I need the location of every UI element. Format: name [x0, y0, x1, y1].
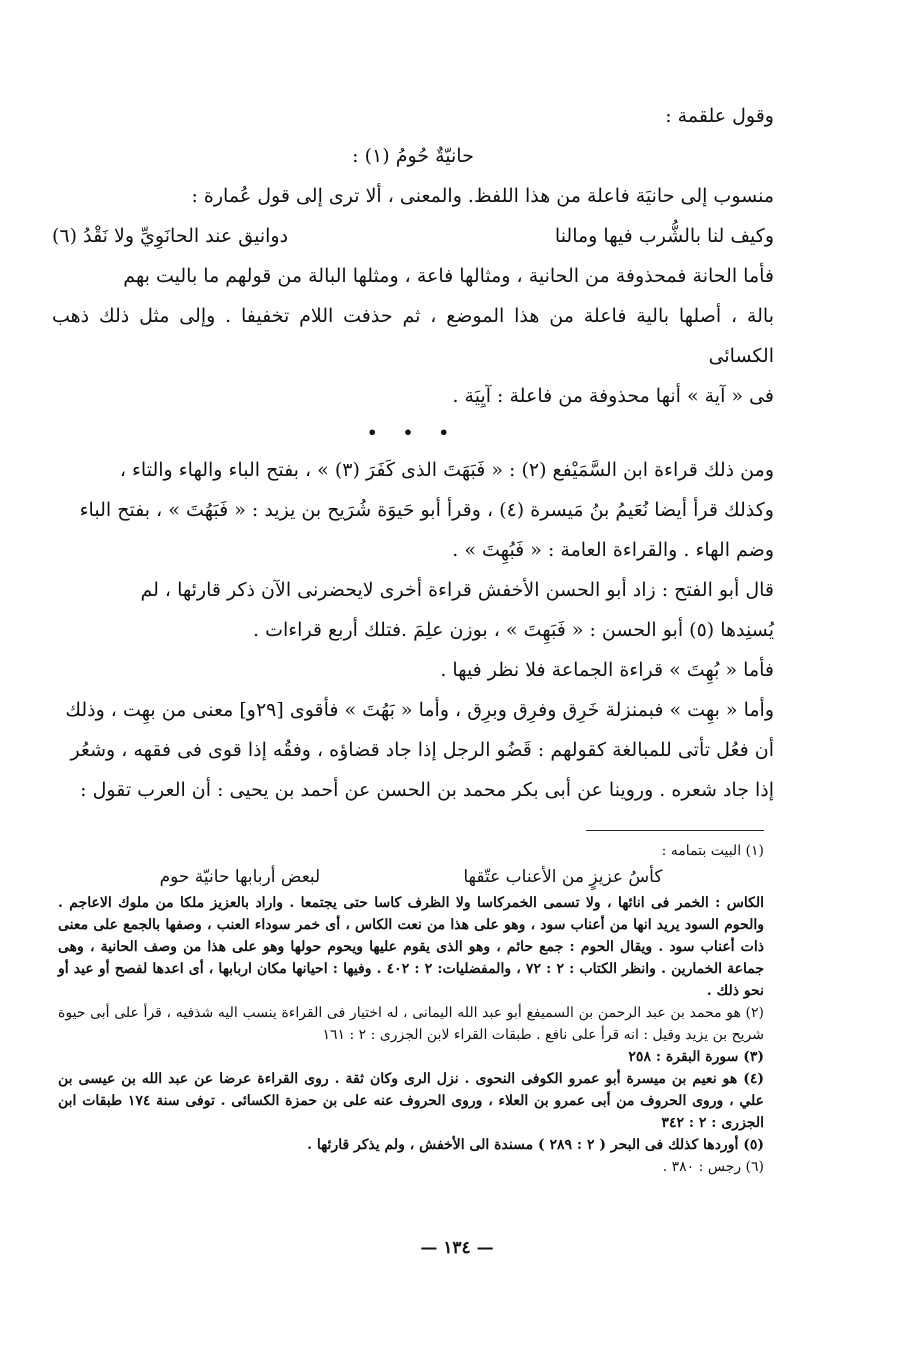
text-line: وضم الهاء . والقراءة العامة : « فَبُهِتَ » .	[452, 539, 774, 561]
text-line: وكذلك قرأ أيضا نُعَيمُ بنُ مَيسرة (٤) ، وقرأ أبو حَيوَة شُرَيح بن يزيد : « فَبَهُتَ » ، بفتح الباء	[79, 499, 774, 521]
text-line: أن فعُل تأتى للمبالغة كقولهم : قَضُو الرجل إذا جاد قضاؤه ، وفقُه إذا قوى فى فقهه ، وشعُر	[70, 739, 774, 761]
verse-hemistich-2: دوانيق عند الحانَوِيِّ ولا نَقْدُ (٦)	[52, 225, 289, 247]
verse-hemistich-1: كأسُ عزيزٍ من الأعناب عتّقها	[463, 867, 663, 887]
footnote-1-body: الكاس : الخمر فى انائها ، ولا تسمى الخمركاسا ولا الظرف كاسا حتى يجتمعا . واراد بالعزيز ملكا من ملوك الاعاجم . والحوم السود يريد انها من أعناب سود ، وهو على هذا من نعت الكاس ، أى خمر سوداء العنب ، وصفها بالجمع على معنى ذات أعناب سود . ويقال الحوم : جمع حائم ، وهو الذى يقوم عليها ويحوم حولها وهو على هذا من وصف الحانية ، وهى جماعة الخمارين . وانظر الكتاب : ٢ : ٧٢ ، والمفضليات: ٢ : ٤٠٢ . وفيها : احيانها مكان اربابها ، أى اعدها لفصح أو عيد أو نحو ذلك .	[58, 895, 764, 999]
footnote-1-heading: (١) البيت بتمامه :	[661, 843, 764, 859]
page-number: — ١٣٤ —	[420, 1238, 494, 1258]
footnote-6: (٦) رجس : ٣٨٠ .	[662, 1159, 764, 1175]
footnote-separator	[586, 830, 764, 831]
text-line: بالة ، أصلها بالية فاعلة من هذا الموضع ، ثم حذفت اللام تخفيفا . وإلى مثل ذلك ذهب الكسائى	[52, 305, 774, 367]
footnote-5: (٥) أوردها كذلك فى البحر ( ٢ : ٢٨٩ ) مسندة الى الأخفش ، ولم يذكر قارئها .	[307, 1137, 764, 1153]
footnote-2: (٢) هو محمد بن عبد الرحمن بن السميفع أبو عبد الله اليمانى ، له اختيار فى القراءة ينسب اليه شذفيه ، قرأ على أبى حيوة شريح بن يزيد وقيل : انه قرأ على نافع . طبقات القراء لابن الجزرى : ٢ : ١٦١	[58, 1005, 764, 1043]
main-text	[52, 96, 774, 810]
quoted-phrase: حانيّةٌ حُومُ (١) :	[352, 145, 474, 167]
footnote-3: (٣) سورة البقرة : ٢٥٨	[628, 1049, 764, 1065]
text-line: فأما الحانة فمحذوفة من الحانية ، ومثالها فاعة ، ومثلها البالة من قولهم ما باليت بهم	[123, 265, 774, 287]
text-line: قال أبو الفتح : زاد أبو الحسن الأخفش قراءة أخرى لايحضرنى الآن ذكر قارئها ، لم	[140, 579, 774, 601]
text-line: ومن ذلك قراءة ابن السَّمَيْفع (٢) : « فَبَهَتَ الذى كَفَرَ (٣) » ، بفتح الباء والهاء والتاء ،	[119, 459, 774, 481]
verse-line	[52, 216, 774, 256]
text-line: فى « آية » أنها محذوفة من فاعلة : آيِيَة .	[452, 385, 774, 407]
verse-hemistich-1: وكيف لنا بالشُّرب فيها ومالنا	[554, 225, 774, 247]
text-line: وأما « بهِت » فبمنزلة خَرِق وفرِق وبرِق ، وأما « بَهُتَ » فأقوى [٢٩و] معنى من بهِت ، وذلك	[65, 699, 774, 721]
verse-hemistich-2: لبعض أربابها حانيّة حوم	[159, 867, 321, 887]
text-line: وقول علقمة :	[665, 105, 774, 127]
footnote-4: (٤) هو نعيم بن ميسرة أبو عمرو الكوفى النحوى . نزل الرى وكان ثقة . روى القراءة عرضا عن عبد الله بن عيسى بن علي ، وروى الحروف من أبى عمرو بن العلاء ، وروى الحروف عنه على بن حمزة الكسائى . توفى سنة ١٧٤ طبقات ابن الجزرى : ٢ : ٣٤٢	[58, 1071, 764, 1131]
footnotes	[58, 840, 764, 1178]
text-line: منسوب إلى حانيَة فاعلة من هذا اللفظ. والمعنى ، ألا ترى إلى قول عُمارة :	[191, 185, 774, 207]
section-separator: • • •	[367, 423, 459, 442]
text-line: فأما « بُهِتَ » قراءة الجماعة فلا نظر فيها .	[440, 659, 774, 681]
text-line: إذا جاد شعره . وروينا عن أبى بكر محمد بن الحسن عن أحمد بن يحيى : أن العرب تقول :	[80, 779, 774, 801]
text-line: يُسنِدها (٥) أبو الحسن : « فَبَهِتَ » ، بوزن علِمَ .فتلك أربع قراءات .	[252, 619, 774, 641]
footnote-1-verse	[58, 862, 764, 892]
